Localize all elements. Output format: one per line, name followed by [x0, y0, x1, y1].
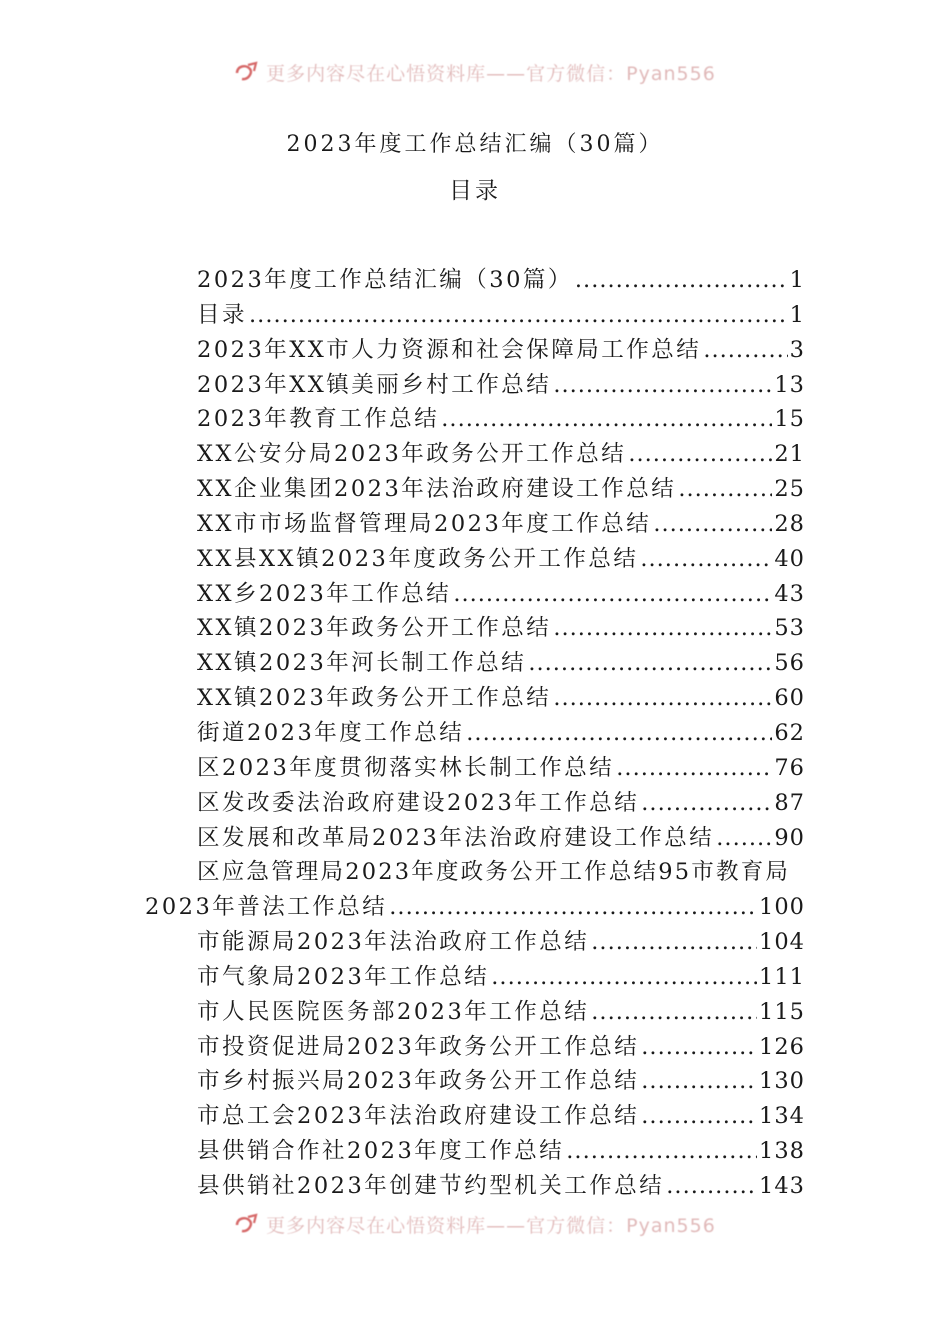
toc-entry[interactable] — [145, 471, 805, 506]
toc-entry-page: 56 — [774, 650, 805, 677]
dot-leader — [575, 267, 788, 293]
toc-entry[interactable] — [145, 1029, 805, 1064]
toc-entry-title: XX县XX镇2023年度政务公开工作总结 — [197, 545, 639, 572]
toc-entry-page: 111 — [759, 963, 805, 990]
toc-entry-page: 87 — [774, 789, 805, 816]
toc-entry-page: 43 — [774, 580, 805, 607]
brand-logo-icon — [234, 61, 260, 83]
toc-entry-page: 21 — [774, 441, 805, 468]
toc-entry-title: 区应急管理局2023年度政务公开工作总结95市教育局 — [197, 859, 791, 886]
toc-entry-page: 13 — [774, 371, 805, 398]
toc-entry-page: 104 — [759, 929, 805, 956]
dot-leader — [628, 441, 772, 467]
dot-leader — [553, 685, 772, 711]
toc-entry-page: 115 — [759, 998, 805, 1025]
toc-entry[interactable] — [145, 1098, 805, 1133]
toc-entry-page: 143 — [759, 1172, 805, 1199]
toc-entry[interactable] — [145, 750, 805, 785]
toc-entry[interactable] — [145, 401, 805, 436]
toc-entry[interactable] — [145, 785, 805, 820]
dot-leader — [641, 1103, 757, 1129]
toc-entry-title: 县供销社2023年创建节约型机关工作总结 — [197, 1172, 665, 1199]
toc-entry[interactable] — [145, 994, 805, 1029]
toc-entry-title: 2023年XX镇美丽乡村工作总结 — [197, 371, 552, 398]
toc-entry-title: 市总工会2023年法治政府建设工作总结 — [197, 1103, 640, 1130]
toc-entry-page: 28 — [774, 510, 805, 537]
toc-entry[interactable] — [145, 576, 805, 611]
dot-leader — [616, 755, 772, 781]
toc-entry-page: 90 — [774, 824, 805, 851]
toc-entry-title: 街道2023年度工作总结 — [197, 719, 465, 746]
toc-entry-title: 区2023年度贯彻落实林长制工作总结 — [197, 754, 615, 781]
toc-entry[interactable] — [145, 645, 805, 680]
toc-entry[interactable] — [145, 924, 805, 959]
toc-entry[interactable] — [145, 1063, 805, 1098]
toc-entry[interactable] — [145, 262, 805, 297]
toc-entry-page: 62 — [774, 719, 805, 746]
toc-entry[interactable] — [145, 297, 805, 332]
dot-leader — [678, 476, 772, 502]
toc-entry-page: 100 — [759, 894, 805, 921]
toc-entry-title: 区发改委法治政府建设2023年工作总结 — [197, 789, 640, 816]
toc-entry[interactable] — [145, 820, 805, 855]
toc-entry-title: 市投资促进局2023年政务公开工作总结 — [197, 1033, 640, 1060]
dot-leader — [466, 720, 772, 746]
watermark-footer — [0, 1209, 950, 1239]
dot-leader — [528, 650, 772, 676]
toc-entry-page: 25 — [774, 476, 805, 503]
dot-leader — [591, 929, 757, 955]
toc-entry-page: 60 — [774, 685, 805, 712]
toc-entry[interactable] — [145, 715, 805, 750]
toc-entry-title: XX镇2023年政务公开工作总结 — [197, 685, 552, 712]
toc-entry-title: XX市市场监督管理局2023年度工作总结 — [197, 510, 652, 537]
dot-leader — [703, 337, 787, 363]
dot-leader — [641, 790, 772, 816]
document-title: 2023年度工作总结汇编（30篇） — [286, 132, 664, 157]
dot-leader — [553, 372, 772, 398]
toc-entry[interactable] — [145, 332, 805, 367]
dot-leader — [389, 894, 757, 920]
dot-leader — [666, 1173, 757, 1199]
toc-heading: 目录 — [449, 178, 501, 204]
toc-entry[interactable] — [145, 889, 805, 924]
toc-entry[interactable] — [145, 680, 805, 715]
toc-entry-page: 76 — [774, 754, 805, 781]
toc-entry[interactable] — [145, 367, 805, 402]
dot-leader — [653, 511, 772, 537]
toc-entry-title: XX镇2023年政务公开工作总结 — [197, 615, 552, 642]
dot-leader — [641, 1034, 757, 1060]
dot-leader — [441, 406, 772, 432]
toc-entry-title: 市能源局2023年法治政府工作总结 — [197, 929, 590, 956]
toc-entry-page: 1 — [789, 267, 805, 293]
dot-leader — [566, 1138, 757, 1164]
dot-leader — [640, 546, 772, 572]
toc-entry[interactable] — [145, 610, 805, 645]
brand-logo-icon — [234, 1213, 260, 1235]
toc-entry[interactable] — [145, 506, 805, 541]
dot-leader — [641, 1068, 757, 1094]
toc-entry-page: 1 — [789, 301, 805, 328]
toc-entry-title: 2023年教育工作总结 — [197, 406, 440, 433]
toc-entry-title: 2023年普法工作总结 — [145, 894, 388, 921]
toc-entry-title: 区发展和改革局2023年法治政府建设工作总结 — [197, 824, 715, 851]
toc-entry-title: 2023年XX市人力资源和社会保障局工作总结 — [197, 336, 702, 363]
toc-entry[interactable] — [145, 959, 805, 994]
dot-leader — [591, 999, 757, 1025]
dot-leader — [553, 615, 772, 641]
dot-leader — [453, 581, 772, 607]
toc-entry-page: 40 — [774, 545, 805, 572]
toc-entry[interactable] — [145, 541, 805, 576]
toc-entry-page: 138 — [759, 1138, 805, 1165]
toc-entry[interactable] — [145, 436, 805, 471]
toc-entry[interactable] — [145, 1133, 805, 1168]
dot-leader — [716, 825, 772, 851]
toc-entry-title: 市乡村振兴局2023年政务公开工作总结 — [197, 1068, 640, 1095]
toc-entry-page: 53 — [774, 615, 805, 642]
watermark-text: 更多内容尽在心悟资料库——官方微信：Pyan556 — [266, 62, 716, 85]
dot-leader — [249, 302, 788, 328]
watermark-text: 更多内容尽在心悟资料库——官方微信：Pyan556 — [266, 1214, 716, 1237]
toc-entry-page: 134 — [759, 1103, 805, 1130]
toc-entry-title: 2023年度工作总结汇编（30篇） — [197, 267, 573, 293]
toc-entry[interactable] — [145, 1168, 805, 1203]
toc-entry-title: XX镇2023年河长制工作总结 — [197, 650, 527, 677]
toc-entry-page: 126 — [759, 1033, 805, 1060]
toc-entry-title: 市人民医院医务部2023年工作总结 — [197, 998, 590, 1025]
watermark-header — [0, 57, 950, 87]
toc-entry-title: XX企业集团2023年法治政府建设工作总结 — [197, 476, 677, 503]
toc-entry-title: 市气象局2023年工作总结 — [197, 963, 490, 990]
table-of-contents — [145, 262, 805, 1203]
toc-entry-title: XX乡2023年工作总结 — [197, 580, 452, 607]
toc-entry-title: 县供销合作社2023年度工作总结 — [197, 1138, 565, 1165]
toc-entry-page: 15 — [774, 406, 805, 433]
toc-entry-page: 3 — [789, 336, 805, 363]
toc-entry-page: 130 — [759, 1068, 805, 1095]
toc-entry-title: 目录 — [197, 301, 248, 328]
dot-leader — [491, 964, 757, 990]
toc-entry[interactable] — [145, 854, 805, 889]
toc-entry-title: XX公安分局2023年政务公开工作总结 — [197, 441, 627, 468]
